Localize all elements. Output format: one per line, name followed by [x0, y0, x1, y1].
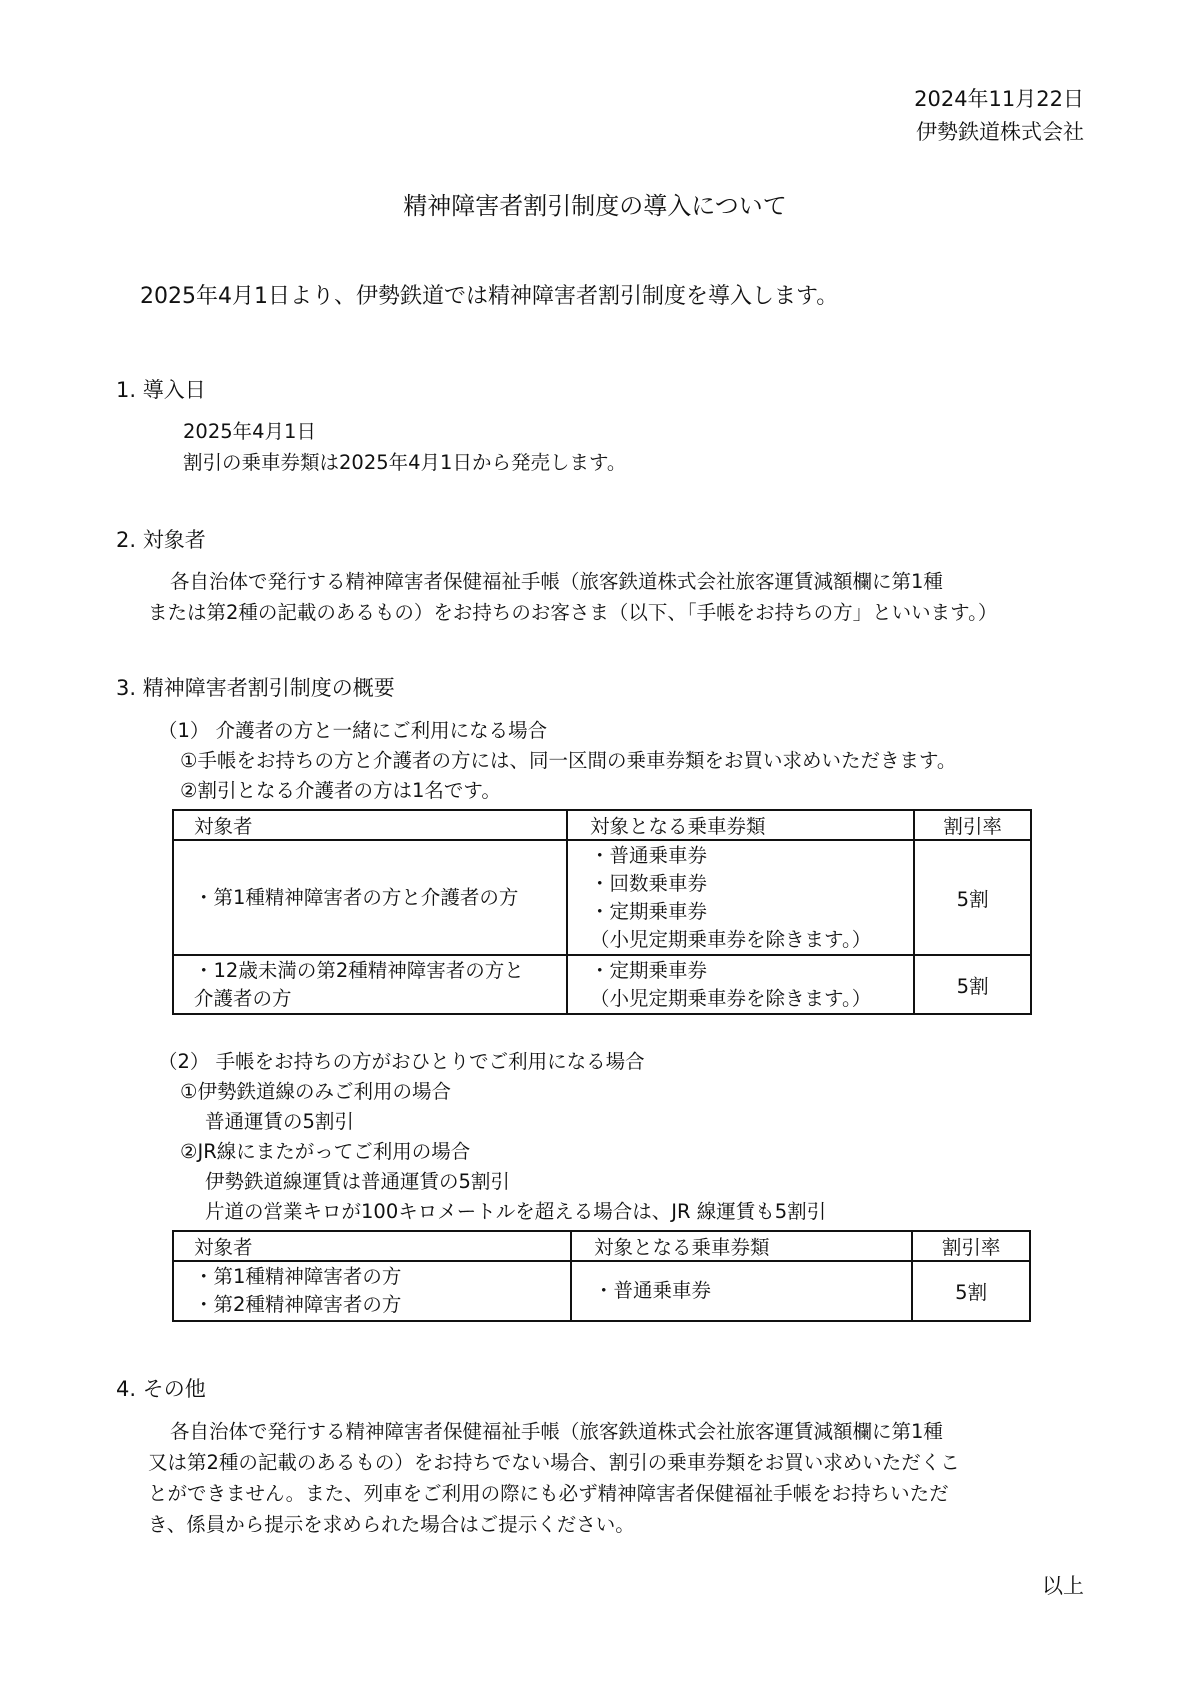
section-4-line: 又は第2種の記載のあるもの）をお持ちでない場合、割引の乗車券類をお買い求めいただくこ	[148, 1451, 960, 1474]
table-row	[173, 1261, 1030, 1321]
discount-table-companion	[172, 809, 1032, 1015]
rate-cell: 5割	[914, 840, 1031, 955]
tickets-cell	[567, 840, 914, 955]
tickets-cell	[567, 955, 914, 1014]
target-cell	[173, 955, 567, 1014]
target-line: ・第2種精神障害者の方	[194, 1293, 402, 1316]
tickets-cell	[571, 1261, 912, 1321]
target-cell	[173, 1261, 571, 1321]
ticket-line: （小児定期乗車券を除きます。）	[590, 986, 872, 1010]
ticket-line: ・普通乗車券	[590, 843, 708, 867]
discount-table-alone	[172, 1230, 1031, 1322]
subsection-line: 普通運賃の5割引	[205, 1110, 354, 1133]
target-line: ・第1種精神障害者の方と介護者の方	[194, 885, 519, 909]
section-4-line: き、係員から提示を求められた場合はご提示ください。	[148, 1513, 635, 1536]
section-heading-1: 1. 導入日	[116, 378, 206, 402]
subsection-line: ②割引となる介護者の方は1名です。	[180, 779, 501, 802]
section-heading-4: 4. その他	[116, 1377, 206, 1401]
subsection-line: 片道の営業キロが100キロメートルを超える場合は、JR 線運賃も5割引	[205, 1200, 827, 1223]
subsection-line: 伊勢鉄道線運賃は普通運賃の5割引	[205, 1170, 510, 1193]
ticket-line: ・定期乗車券	[590, 958, 708, 982]
table-header-row	[173, 810, 1031, 840]
ticket-line: （小児定期乗車券を除きます。）	[590, 927, 872, 951]
subsection-title: （1） 介護者の方と一緒にご利用になる場合	[158, 719, 548, 742]
table-row	[173, 840, 1031, 955]
target-line: 介護者の方	[194, 986, 292, 1010]
section-2-line: 各自治体で発行する精神障害者保健福祉手帳（旅客鉄道株式会社旅客運賃減額欄に第1種	[170, 570, 943, 593]
subsection-title: （2） 手帳をお持ちの方がおひとりでご利用になる場合	[158, 1050, 645, 1073]
section-heading-3: 3. 精神障害者割引制度の概要	[116, 676, 395, 700]
subsection-line: ①手帳をお持ちの方と介護者の方には、同一区間の乗車券類をお買い求めいただきます。	[180, 749, 957, 772]
section-4-line: 各自治体で発行する精神障害者保健福祉手帳（旅客鉄道株式会社旅客運賃減額欄に第1種	[170, 1420, 943, 1443]
ticket-line: ・定期乗車券	[590, 899, 708, 923]
subsection-line: ②JR線にまたがってご利用の場合	[180, 1140, 471, 1163]
table-header-row	[173, 1231, 1030, 1261]
table-header-cell: 対象となる乗車券類	[571, 1231, 912, 1261]
ticket-line: ・回数乗車券	[590, 871, 708, 895]
section-1-line: 割引の乗車券類は2025年4月1日から発売します。	[183, 451, 627, 474]
table-header-cell: 対象者	[173, 810, 567, 840]
company-name: 伊勢鉄道株式会社	[916, 120, 1084, 144]
rate-cell: 5割	[912, 1261, 1030, 1321]
document-title: 精神障害者割引制度の導入について	[403, 192, 787, 220]
rate-cell: 5割	[914, 955, 1031, 1014]
table-header-cell: 割引率	[912, 1231, 1030, 1261]
intro-text: 2025年4月1日より、伊勢鉄道では精神障害者割引制度を導入します。	[140, 284, 839, 309]
issue-date: 2024年11月22日	[914, 87, 1084, 111]
table-row	[173, 955, 1031, 1014]
target-line: ・第1種精神障害者の方	[194, 1265, 402, 1288]
table-header-cell: 対象者	[173, 1231, 571, 1261]
subsection-line: ①伊勢鉄道線のみご利用の場合	[180, 1080, 451, 1103]
section-2-line: または第2種の記載のあるもの）をお持ちのお客さま（以下、「手帳をお持ちの方」といいます。）	[148, 601, 998, 624]
table-header-cell: 対象となる乗車券類	[567, 810, 914, 840]
ticket-line: ・普通乗車券	[594, 1279, 712, 1302]
table-header-cell: 割引率	[914, 810, 1031, 840]
closing-text: 以上	[1042, 1574, 1084, 1598]
section-1-line: 2025年4月1日	[183, 420, 316, 443]
target-line: ・12歳未満の第2種精神障害者の方と	[194, 958, 524, 982]
target-cell	[173, 840, 567, 955]
section-4-line: とができません。また、列車をご利用の際にも必ず精神障害者保健福祉手帳をお持ちいただ	[148, 1482, 949, 1505]
section-heading-2: 2. 対象者	[116, 528, 206, 552]
